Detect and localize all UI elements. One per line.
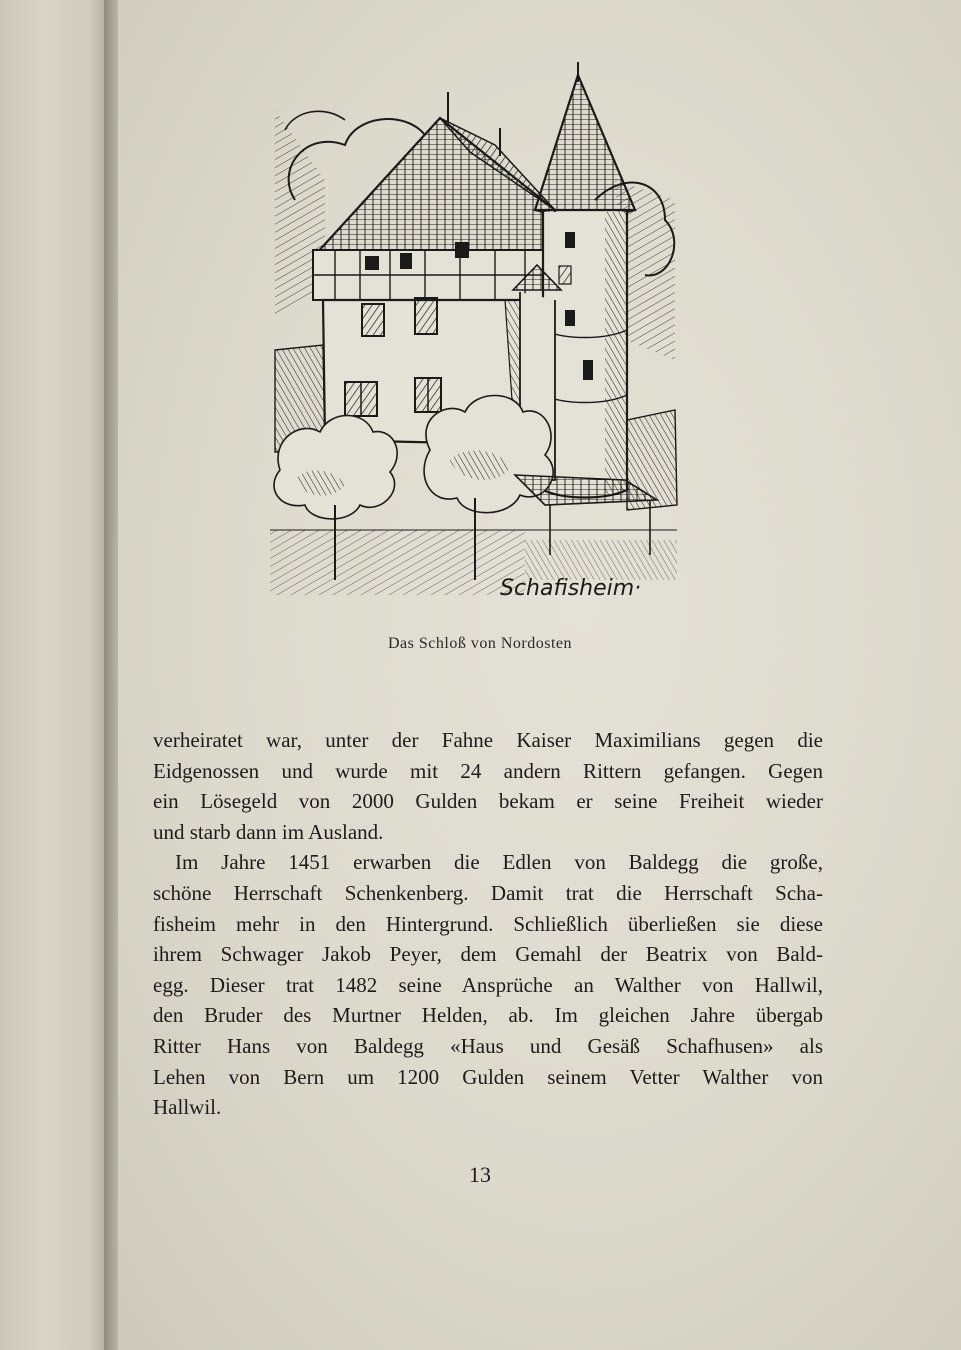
page-number: 13 — [469, 1162, 491, 1187]
text-line: Im Jahre 1451 erwarben die Edlen von Baldegg die große, — [175, 850, 823, 875]
text-line: egg. Dieser trat 1482 seine Ansprüche an Walther von Hallwil, — [153, 972, 823, 997]
text-line: verheiratet war, unter der Fahne Kaiser Maximilians gegen die — [153, 728, 823, 752]
text-line: ein Lösegeld von 2000 Gulden bekam er seine Freiheit wieder — [153, 789, 823, 814]
illustration-signature: Schafisheim· — [500, 576, 642, 601]
text-line: schöne Herrschaft Schenkenberg. Damit trat die Herrschaft Scha- — [153, 880, 823, 905]
text-line: ihrem Schwager Jakob Peyer, dem Gemahl der Beatrix von Bald- — [153, 942, 823, 967]
text-line: Lehen von Bern um 1200 Gulden seinem Vetter Walther von — [153, 1064, 823, 1089]
text-line: fisheim mehr in den Hintergrund. Schließlich überließen sie diese — [153, 911, 823, 936]
text-line: und starb dann im Ausland. — [153, 819, 384, 844]
figure-caption: Das Schloß von Nordosten — [388, 635, 572, 652]
left-page-edge — [0, 0, 112, 1350]
text-line: Hallwil. — [153, 1095, 222, 1120]
body-text — [153, 725, 823, 1123]
text-line: Ritter Hans von Baldegg «Haus und Gesäß Schafhusen» als — [153, 1033, 823, 1058]
text-line: Eidgenossen und wurde mit 24 andern Rittern gefangen. Gegen — [153, 758, 823, 783]
text-line: den Bruder des Murtner Helden, ab. Im gleichen Jahre übergab — [153, 1003, 823, 1028]
castle-illustration — [265, 60, 685, 605]
